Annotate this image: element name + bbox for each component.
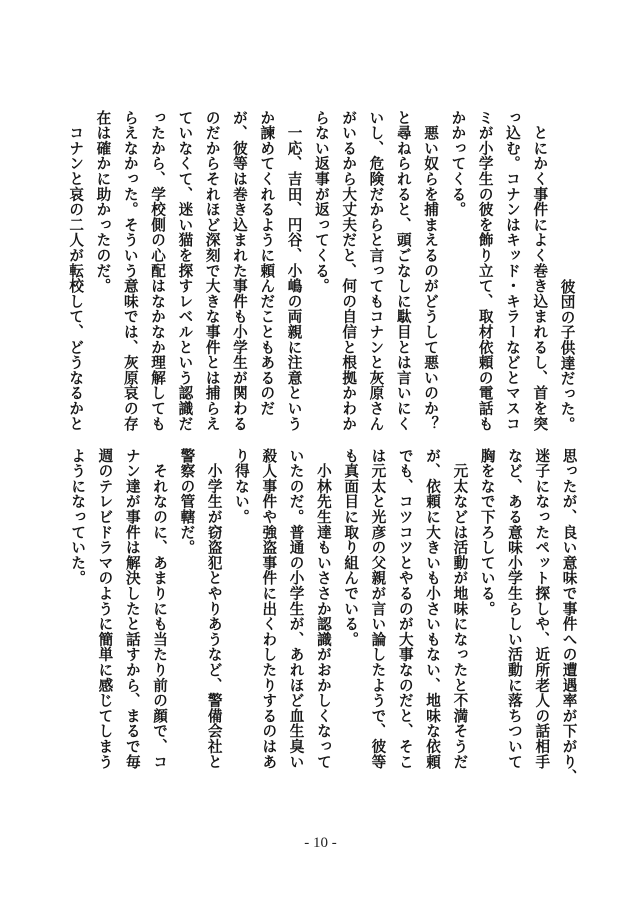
text-column: は元太と光彦の父親が言い論したようで、彼等: [369, 448, 387, 770]
text-column: いたのだ。普通の小学生が、あれほど血生臭い: [287, 448, 305, 770]
text-column: 殺人事件や強盗事件に出くわしたりするのはあ: [260, 448, 278, 770]
text-column: 小林先生達もいささか認識がおかしくなって: [314, 448, 332, 770]
text-column: が、依頼に大きいも小さいもない、地味な依頼: [424, 448, 442, 770]
text-column: など、ある意味小学生らしい活動に落ちついて: [505, 448, 523, 770]
text-column: コナンと哀の二人が転校して、どうなるかと: [67, 110, 85, 432]
text-column: 胸をなで下ろしている。: [478, 448, 496, 617]
text-column: 彼団の子供達だった。: [558, 279, 576, 432]
page-number: - 10 -: [304, 835, 337, 851]
text-column: のだからそれほど深刻で大きな事件とは捕らえ: [203, 110, 221, 432]
text-column: ようになっていた。: [69, 448, 87, 586]
text-column: 一応、吉田、円谷、小嶋の両親に注意という: [285, 110, 303, 432]
text-column: ミが小学生の彼を飾り立て、取材依頼の電話も: [476, 110, 494, 432]
text-column: 迷子になったペット探しや、近所老人の話相手: [533, 448, 551, 770]
text-column: がいるから大丈夫だと、何の自信と根拠かわか: [340, 110, 358, 432]
text-column: 小学生が窃盗犯とやりあうなど、警備会社と: [205, 448, 223, 770]
text-column: とにかく事件によく巻き込まれるし、首を突: [531, 110, 549, 432]
text-column: ていなくて、迷い猫を探すレベルという認識だ: [176, 110, 194, 432]
text-column: も真面目に取り組んでいる。: [342, 448, 360, 647]
text-column: でも、コツコツとやるのが大事なのだと、そこ: [396, 448, 414, 770]
text-column: かかってくる。: [449, 110, 467, 218]
text-column: らない返事が返ってくる。: [312, 110, 330, 294]
text-column: が、彼等は巻き込まれた事件も小学生が関わる: [230, 110, 248, 432]
text-column: り得ない。: [232, 448, 250, 525]
text-column: 週のテレビドラマのように簡単に感じてしまう: [96, 448, 114, 770]
text-column: か諫めてくれるように頼んだこともあるのだ: [258, 110, 276, 416]
text-column: 元太などは活動が地味になったと不満そうだ: [451, 448, 469, 770]
text-column: っ込む。コナンはキッド・キラーなどとマスコ: [503, 110, 521, 432]
text-column: と尋ねられると、頭ごなしに駄目とは言いにく: [394, 110, 412, 432]
text-column: らえなかった。そういう意味では、灰原哀の存: [121, 110, 139, 432]
text-column: 在は確かに助かったのだ。: [94, 110, 112, 294]
text-column: ったから、学校側の心配はなかなか理解しても: [149, 110, 167, 432]
text-column: それなのに、あまりにも当たり前の顔で、コ: [151, 448, 169, 770]
text-column: ナン達が事件は解決したと話すから、まるで毎: [123, 448, 141, 770]
text-column: 思ったが、良い意味で事件への遭遇率が下がり、: [560, 448, 578, 785]
text-column: 悪い奴らを捕まえるのがどうして悪いのか？: [422, 110, 440, 432]
text-column: いし、危険だからと言ってもコナンと灰原さん: [367, 110, 385, 432]
text-column: 警察の管轄だ。: [178, 448, 196, 556]
